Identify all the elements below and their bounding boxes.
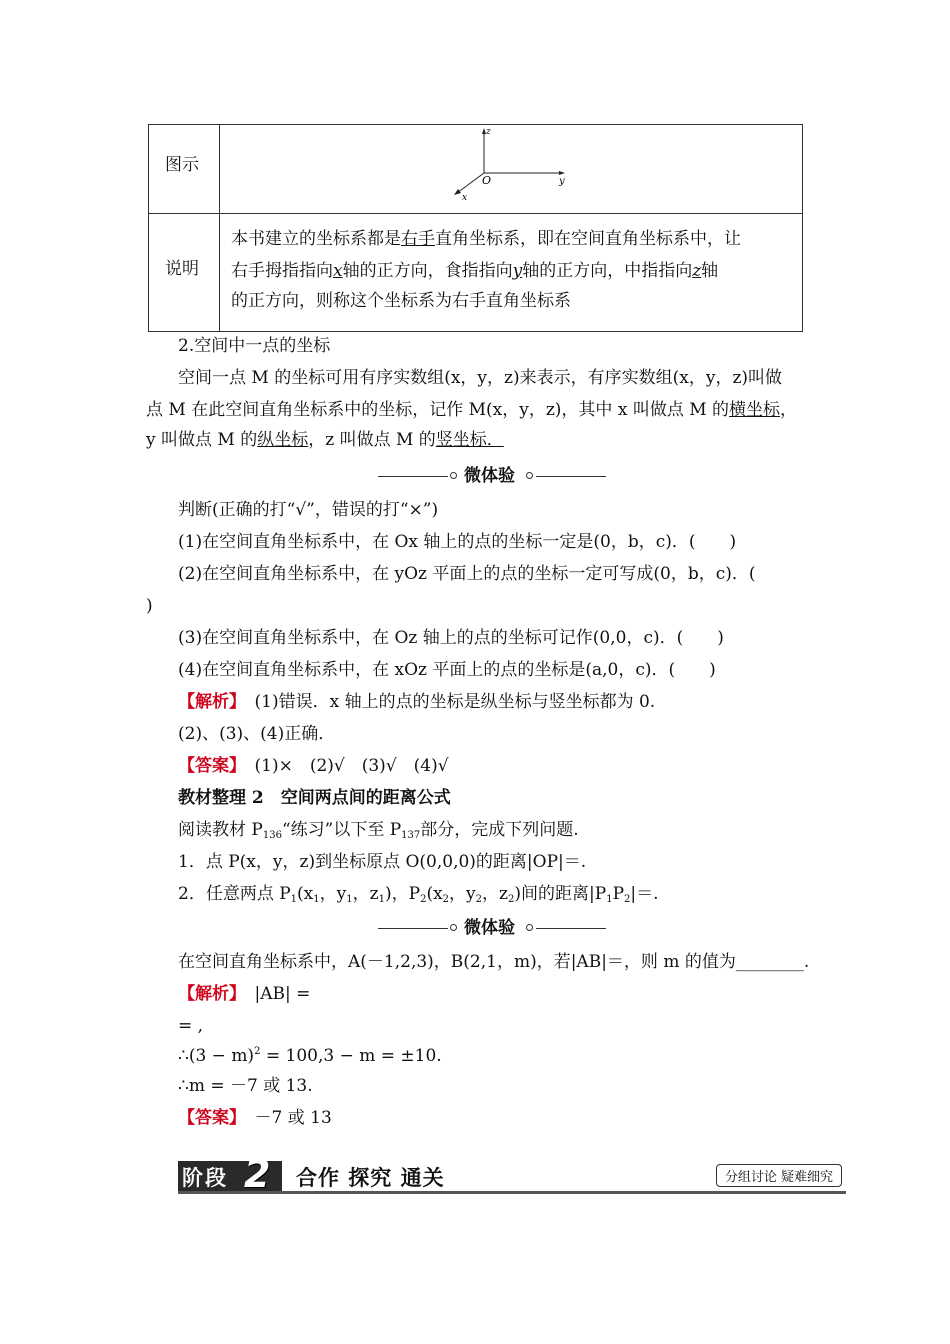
q2-equation-2: ∴(3 − m)$^2$ = 100,3 − m = ±10. bbox=[178, 1046, 442, 1066]
paragraph-line-2: 点 M 在此空间直角坐标系中的坐标，记作 M(x，y，z)，其中 x 叫做点 M 的横坐标， bbox=[146, 400, 798, 420]
q2-analysis-tag: 【解析】 bbox=[178, 984, 238, 1004]
analysis-tag: 【解析】 bbox=[178, 692, 238, 712]
micro-experience-label: 微体验 bbox=[464, 466, 515, 486]
reading-instruction: 阅读教材 $P_{136}“$练习”以下至 $P_{137}$部分，完成下列问题. bbox=[178, 820, 579, 841]
question-item-2: (2)在空间直角坐标系中，在 yOz 平面上的点的坐标一定可写成(0，b，c)．( bbox=[178, 564, 756, 584]
axis-z-label: z bbox=[486, 127, 491, 137]
paragraph-line-1: 空间一点 M 的坐标可用有序实数组(x，y，z)来表示，有序实数组(x，y，z)叫做 bbox=[178, 368, 783, 388]
section-heading-distance-formula: 教材整理 2 空间两点间的距离公式 bbox=[178, 788, 451, 808]
stage-label: 阶段 bbox=[182, 1166, 228, 1190]
row-label-diagram: 图示 bbox=[165, 155, 199, 175]
axis-y-label: y bbox=[559, 176, 565, 187]
coordinate-axes-diagram bbox=[449, 125, 579, 205]
stage-banner bbox=[178, 1152, 846, 1196]
section-heading-point-coordinates: 2.空间中一点的坐标 bbox=[178, 336, 331, 356]
stage-title: 合作 探究 通关 bbox=[296, 1166, 445, 1190]
question-2-text: 在空间直角坐标系中，A(－1,2,3)，B(2,1，m)，若|AB|＝，则 m 的值为________. bbox=[178, 952, 810, 972]
paragraph-line-3: y 叫做点 M 的纵坐标，z 叫做点 M 的竖坐标． bbox=[146, 430, 504, 450]
answer-tag: 【答案】 bbox=[178, 756, 238, 776]
answer-line: 【答案】 (1)× (2)√ (3)√ (4)√ bbox=[178, 756, 449, 776]
table-divider-horizontal bbox=[149, 213, 802, 214]
question-intro: 判断(正确的打“√”，错误的打“×”) bbox=[178, 500, 439, 520]
description-line-2: 右手拇指指向x轴的正方向，食指指向y轴的正方向，中指指向z轴 bbox=[231, 261, 719, 281]
formula-line-1: 1．点 P(x，y，z)到坐标原点 O(0,0,0)的距离|OP|＝. bbox=[178, 852, 587, 872]
description-line-3: 的正方向，则称这个坐标系为右手直角坐标系 bbox=[231, 291, 571, 311]
question-item-1: (1)在空间直角坐标系中，在 Ox 轴上的点的坐标一定是(0，b，c)．( ) bbox=[178, 532, 737, 552]
analysis-line-1: 【解析】 (1)错误．x 轴上的点的坐标是纵坐标与竖坐标都为 0. bbox=[178, 692, 656, 712]
formula-line-2: 2．任意两点 $P_1(x_1$，$y_1$，$z_1$)，$P_2(x_2$，$y_2$，$z_2$)间的距离$|P_1P_2|=$. bbox=[178, 884, 659, 905]
row-label-description: 说明 bbox=[165, 259, 199, 279]
stage-number: 2 bbox=[244, 1152, 271, 1196]
q2-equation-3: ∴m = －7 或 13. bbox=[178, 1076, 313, 1096]
origin-label: O bbox=[482, 174, 492, 187]
q2-answer-line: 【答案】 －7 或 13 bbox=[178, 1108, 332, 1128]
micro-experience-label-2: 微体验 bbox=[464, 918, 515, 938]
q2-answer-tag: 【答案】 bbox=[178, 1108, 238, 1128]
micro-experience-divider-2 bbox=[378, 918, 606, 938]
question-item-2-close: ) bbox=[146, 596, 153, 616]
question-item-3: (3)在空间直角坐标系中，在 Oz 轴上的点的坐标可记作(0,0，c)．( ) bbox=[178, 628, 724, 648]
stage-tag: 分组讨论 疑难细究 bbox=[716, 1164, 842, 1187]
axis-x-label: x bbox=[462, 193, 468, 203]
concept-table bbox=[148, 124, 803, 332]
description-line-1: 本书建立的坐标系都是右手直角坐标系，即在空间直角坐标系中，让 bbox=[231, 229, 741, 249]
q2-equation-1: = , bbox=[178, 1016, 204, 1036]
analysis-line-2: (2)、(3)、(4)正确． bbox=[178, 724, 336, 744]
table-divider-vertical bbox=[219, 125, 220, 331]
q2-analysis-line: 【解析】 |AB| = bbox=[178, 984, 311, 1004]
question-item-4: (4)在空间直角坐标系中，在 xOz 平面上的点的坐标是(a,0，c)．( ) bbox=[178, 660, 716, 680]
banner-underline bbox=[178, 1191, 846, 1194]
micro-experience-divider bbox=[378, 466, 606, 486]
